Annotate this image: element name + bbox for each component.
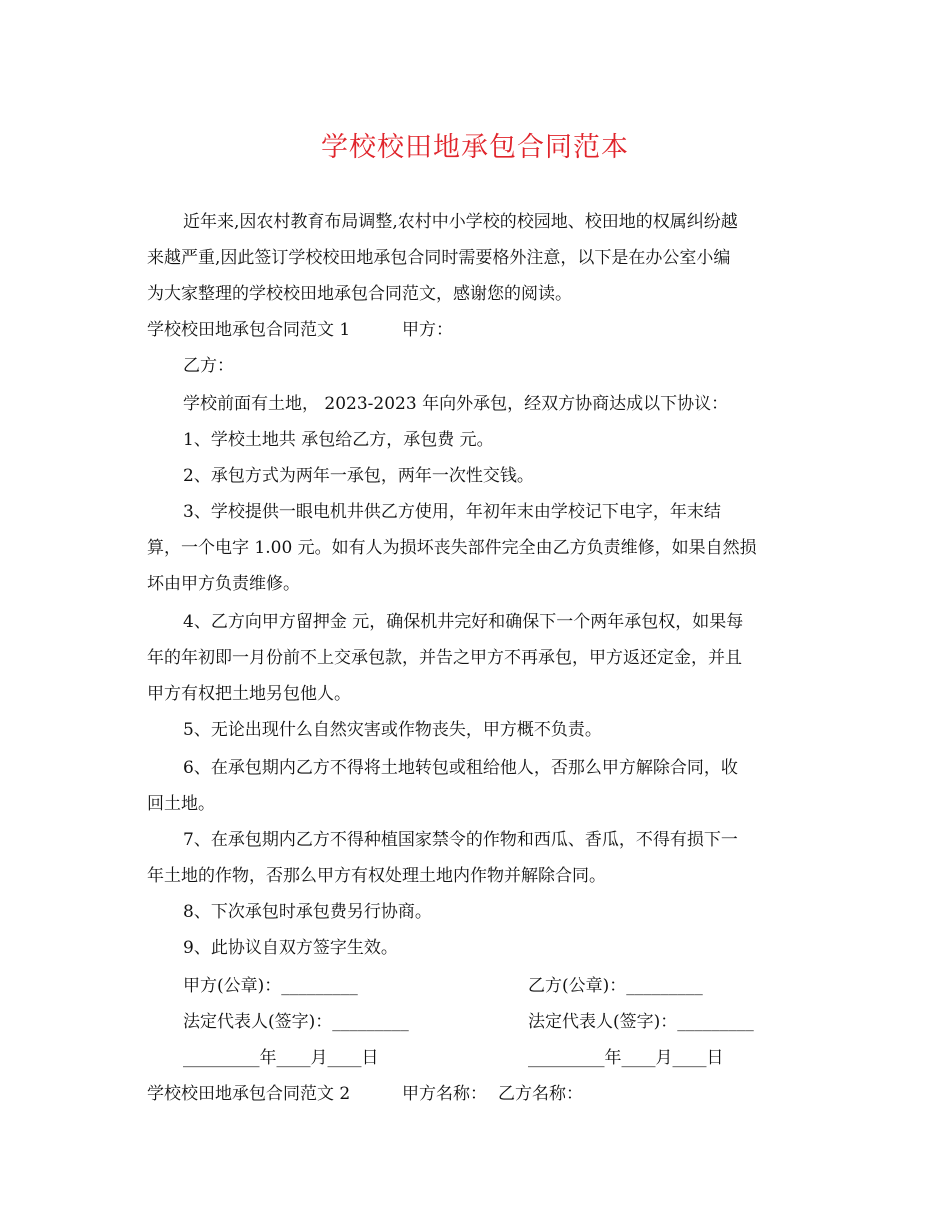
clause-4-line-2: 年的年初即一月份前不上交承包款，并告之甲方不再承包，甲方返还定金，并且: [147, 648, 742, 668]
document-title: 学校校田地承包合同范本: [321, 132, 629, 163]
party-a-name-label: 甲方名称：: [402, 1084, 487, 1104]
clause-9: 9、此协议自双方签字生效。: [183, 938, 398, 958]
clause-3-line-3: 坏由甲方负责维修。: [147, 574, 300, 594]
intro-line-2: 来越严重,因此签订学校校田地承包合同时需要格外注意，以下是在办公室小编: [147, 248, 731, 268]
clause-7-line-2: 年土地的作物，否那么甲方有权处理土地内作物并解除合同。: [147, 866, 606, 886]
clause-3-line-1: 3、学校提供一眼电机井供乙方使用，年初年末由学校记下电字，年末结: [183, 502, 721, 522]
party-b-name-label: 乙方名称：: [498, 1084, 583, 1104]
clause-6-line-2: 回土地。: [147, 794, 215, 814]
clause-2: 2、承包方式为两年一承包，两年一次性交钱。: [183, 466, 534, 486]
party-a-representative-field: 法定代表人(签字)：_________: [183, 1012, 409, 1032]
clause-4-line-1: 4、乙方向甲方留押金 元，确保机井完好和确保下一个两年承包权，如果每: [183, 612, 744, 632]
clause-6-line-1: 6、在承包期内乙方不得将土地转包或租给他人，否那么甲方解除合同，收: [183, 758, 738, 778]
clause-1: 1、学校土地共 承包给乙方，承包费 元。: [183, 430, 494, 450]
party-a-label: 甲方：: [402, 320, 453, 340]
agreement-preamble: 学校前面有土地， 2023-2023 年向外承包，经双方协商达成以下协议：: [183, 394, 729, 414]
party-b-date-field: _________年____月____日: [528, 1048, 724, 1068]
party-b-label: 乙方：: [183, 356, 234, 376]
section1-heading: 学校校田地承包合同范文 1: [147, 320, 351, 340]
clause-3-line-2: 算，一个电字 1.00 元。如有人为损坏丧失部件完全由乙方负责维修，如果自然损: [147, 538, 757, 558]
section2-heading: 学校校田地承包合同范文 2: [147, 1084, 351, 1104]
intro-line-3: 为大家整理的学校校田地承包合同范文，感谢您的阅读。: [147, 284, 572, 304]
party-a-date-field: _________年____月____日: [183, 1048, 379, 1068]
clause-5: 5、无论出现什么自然灾害或作物丧失，甲方概不负责。: [183, 720, 602, 740]
party-b-seal-field: 乙方(公章)：_________: [528, 976, 703, 996]
clause-8: 8、下次承包时承包费另行协商。: [183, 902, 432, 922]
party-a-seal-field: 甲方(公章)：_________: [183, 976, 358, 996]
party-b-representative-field: 法定代表人(签字)：_________: [528, 1012, 754, 1032]
intro-line-1: 近年来,因农村教育布局调整,农村中小学校的校园地、校田地的权属纠纷越: [183, 212, 738, 232]
clause-4-line-3: 甲方有权把土地另包他人。: [147, 684, 351, 704]
clause-7-line-1: 7、在承包期内乙方不得种植国家禁令的作物和西瓜、香瓜，不得有损下一: [183, 830, 738, 850]
